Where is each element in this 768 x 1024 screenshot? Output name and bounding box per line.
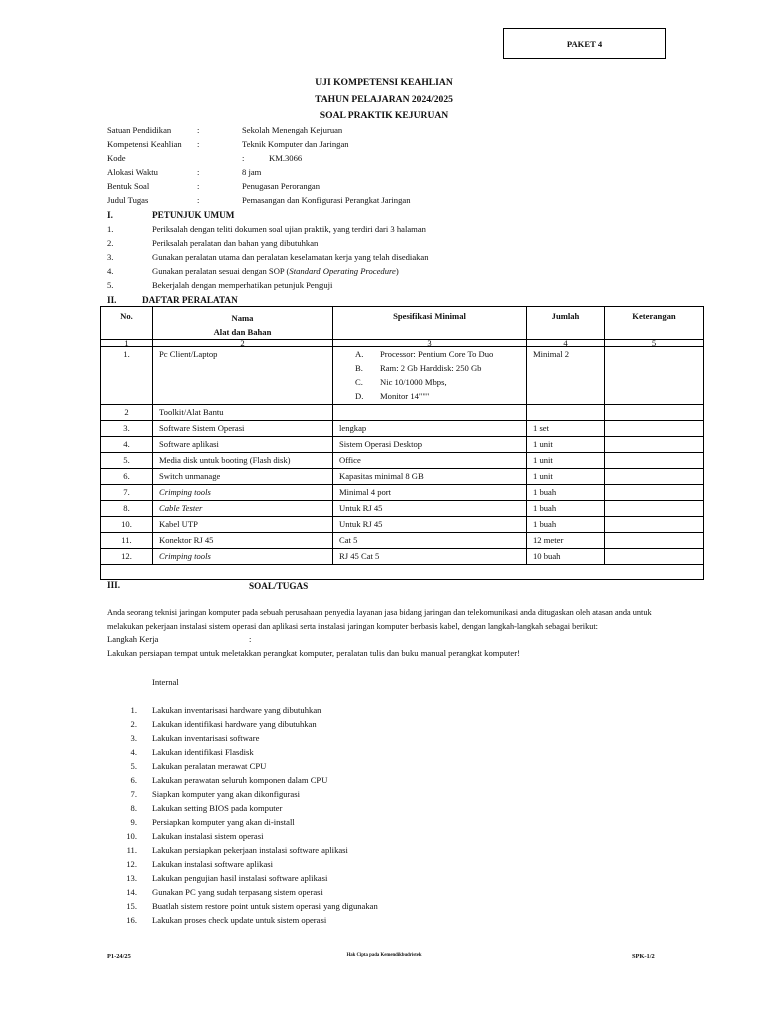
list-number: 3. bbox=[107, 252, 114, 262]
spec-letter: D. bbox=[355, 391, 364, 401]
cell-nama: Switch unmanage bbox=[153, 469, 333, 485]
step-number: 7. bbox=[130, 789, 137, 799]
cell-nama: Software aplikasi bbox=[153, 437, 333, 453]
cell-keterangan bbox=[605, 421, 704, 437]
equipment-table bbox=[100, 306, 704, 580]
meta-value: Sekolah Menengah Kejuruan bbox=[242, 125, 343, 135]
footer-code: P1-24/25 bbox=[107, 953, 131, 960]
step-text: Lakukan identifikasi Flasdisk bbox=[152, 747, 254, 757]
step-text: Lakukan pengujian hasil instalasi software aplikasi bbox=[152, 873, 328, 883]
cell-no: 12. bbox=[101, 549, 153, 565]
spec-item bbox=[333, 361, 526, 375]
cell-nama: Konektor RJ 45 bbox=[153, 533, 333, 549]
cell-jumlah: 1 unit bbox=[527, 453, 605, 469]
cell-no: 1. bbox=[101, 347, 153, 405]
langkah-colon: : bbox=[249, 634, 252, 644]
cell-jumlah: 1 unit bbox=[527, 469, 605, 485]
step-number: 3. bbox=[130, 733, 137, 743]
spec-letter: C. bbox=[355, 377, 363, 387]
section-title: DAFTAR PERALATAN bbox=[142, 295, 238, 305]
meta-colon: : bbox=[197, 167, 200, 177]
title-line-3: SOAL PRAKTIK KEJURUAN bbox=[319, 110, 449, 121]
cell-keterangan bbox=[605, 501, 704, 517]
table-row bbox=[101, 405, 704, 421]
persiapan-text: Lakukan persiapan tempat untuk meletakkan perangkat komputer, peralatan tulis dan buku manual perangkat komputer! bbox=[107, 648, 520, 658]
cell-no: 7. bbox=[101, 485, 153, 501]
intro-line-2: melakukan pekerjaan instalasi sistem operasi dan aplikasi serta instalasi jaringan komputer berbasis kabel, dengan langkah-langkah sebagai berikut: bbox=[107, 622, 598, 631]
cell-keterangan bbox=[605, 485, 704, 501]
internal-label: Internal bbox=[152, 677, 179, 687]
step-number: 13. bbox=[126, 873, 137, 883]
list-number: 4. bbox=[107, 266, 114, 276]
table-empty-row bbox=[101, 565, 704, 580]
table-row bbox=[101, 549, 704, 565]
section-number: I. bbox=[107, 210, 113, 220]
step-number: 11. bbox=[126, 845, 137, 855]
table-row bbox=[101, 501, 704, 517]
step-text: Lakukan inventarisasi hardware yang dibutuhkan bbox=[152, 705, 322, 715]
table-row bbox=[101, 347, 704, 405]
cell-no: 5. bbox=[101, 453, 153, 469]
step-text: Lakukan identifikasi hardware yang dibutuhkan bbox=[152, 719, 317, 729]
list-item: Gunakan peralatan utama dan peralatan keselamatan kerja yang telah disediakan bbox=[152, 252, 429, 262]
step-number: 10. bbox=[126, 831, 137, 841]
cell-jumlah: 10 buah bbox=[527, 549, 605, 565]
title-line-2: TAHUN PELAJARAN 2024/2025 bbox=[315, 94, 453, 105]
cell-no: 2 bbox=[101, 405, 153, 421]
cell-spesifikasi: Untuk RJ 45 bbox=[333, 517, 527, 533]
list-item bbox=[152, 266, 399, 276]
cell-nama: Crimping tools bbox=[153, 549, 333, 565]
cell-keterangan bbox=[605, 437, 704, 453]
meta-value: Pemasangan dan Konfigurasi Perangkat Jaringan bbox=[242, 195, 411, 205]
header-keterangan: Keterangan bbox=[605, 307, 704, 340]
step-text: Gunakan PC yang sudah terpasang sistem operasi bbox=[152, 887, 323, 897]
header-jumlah: Jumlah bbox=[527, 307, 605, 340]
cell-keterangan bbox=[605, 453, 704, 469]
meta-label: Bentuk Soal bbox=[107, 181, 150, 191]
table-row bbox=[101, 437, 704, 453]
meta-colon: : bbox=[197, 139, 200, 149]
spec-text: Nic 10/1000 Mbps, bbox=[380, 377, 447, 387]
meta-label: Satuan Pendidikan bbox=[107, 125, 172, 135]
cell-spesifikasi bbox=[333, 347, 527, 405]
spec-list bbox=[333, 347, 526, 403]
paket-label: PAKET 4 bbox=[503, 28, 666, 59]
cell-keterangan bbox=[605, 347, 704, 405]
list-item-italic: Standard Operating Procedure bbox=[289, 266, 396, 276]
step-text: Lakukan inventarisasi software bbox=[152, 733, 260, 743]
cell-no: 10. bbox=[101, 517, 153, 533]
cell-jumlah: 12 meter bbox=[527, 533, 605, 549]
step-text: Lakukan instalasi software aplikasi bbox=[152, 859, 273, 869]
section-title: SOAL/TUGAS bbox=[249, 581, 309, 591]
cell-keterangan bbox=[605, 517, 704, 533]
step-number: 12. bbox=[126, 859, 137, 869]
meta-colon: : bbox=[197, 181, 200, 191]
spec-text: Monitor 14""" bbox=[380, 391, 430, 401]
step-text: Lakukan perawatan seluruh komponen dalam CPU bbox=[152, 775, 328, 785]
cell-jumlah: 1 set bbox=[527, 421, 605, 437]
cell-jumlah: 1 unit bbox=[527, 437, 605, 453]
step-number: 14. bbox=[126, 887, 137, 897]
table-row bbox=[101, 469, 704, 485]
cell-nama: Crimping tools bbox=[153, 485, 333, 501]
table-row bbox=[101, 533, 704, 549]
step-number: 5. bbox=[130, 761, 137, 771]
cell-nama: Cable Tester bbox=[153, 501, 333, 517]
cell-spesifikasi: Kapasitas minimal 8 GB bbox=[333, 469, 527, 485]
footer-page: SPK-1/2 bbox=[632, 953, 655, 960]
cell-jumlah: 1 buah bbox=[527, 501, 605, 517]
cell-spesifikasi: Office bbox=[333, 453, 527, 469]
step-number: 2. bbox=[130, 719, 137, 729]
cell-spesifikasi: RJ 45 Cat 5 bbox=[333, 549, 527, 565]
cell-no: 11. bbox=[101, 533, 153, 549]
langkah-label: Langkah Kerja bbox=[107, 634, 159, 644]
table-row bbox=[101, 517, 704, 533]
column-index: 5 bbox=[605, 340, 704, 347]
meta-colon: : bbox=[242, 153, 245, 163]
cell-no: 3. bbox=[101, 421, 153, 437]
section-title: PETUNJUK UMUM bbox=[152, 210, 235, 220]
cell-no: 8. bbox=[101, 501, 153, 517]
cell-spesifikasi: Untuk RJ 45 bbox=[333, 501, 527, 517]
footer-copyright: Hak Cipta pada Kemendikbudristek bbox=[346, 953, 422, 958]
meta-label: Alokasi Waktu bbox=[107, 167, 158, 177]
list-item: Periksalah peralatan dan bahan yang dibutuhkan bbox=[152, 238, 319, 248]
step-text: Lakukan peralatan merawat CPU bbox=[152, 761, 267, 771]
step-text: Lakukan proses check update untuk sistem operasi bbox=[152, 915, 327, 925]
step-text: Lakukan persiapkan pekerjaan instalasi software aplikasi bbox=[152, 845, 348, 855]
header-no: No. bbox=[101, 307, 153, 340]
cell-keterangan bbox=[605, 405, 704, 421]
cell-nama: Kabel UTP bbox=[153, 517, 333, 533]
cell-nama: Pc Client/Laptop bbox=[153, 347, 333, 405]
column-index: 4 bbox=[527, 340, 605, 347]
spec-text: Ram: 2 Gb Harddisk: 250 Gb bbox=[380, 363, 482, 373]
header-spesifikasi: Spesifikasi Minimal bbox=[333, 307, 527, 340]
step-text: Lakukan setting BIOS pada komputer bbox=[152, 803, 283, 813]
table-header-row bbox=[101, 307, 704, 340]
table-row bbox=[101, 485, 704, 501]
cell-keterangan bbox=[605, 533, 704, 549]
cell-spesifikasi: lengkap bbox=[333, 421, 527, 437]
step-number: 15. bbox=[126, 901, 137, 911]
spec-text: Processor: Pentium Core To Duo bbox=[380, 349, 494, 359]
step-number: 4. bbox=[130, 747, 137, 757]
step-number: 16. bbox=[126, 915, 137, 925]
cell-nama: Software Sistem Operasi bbox=[153, 421, 333, 437]
spec-item bbox=[333, 375, 526, 389]
step-text: Buatlah sistem restore point untuk sistem operasi yang digunakan bbox=[152, 901, 378, 911]
cell-spesifikasi bbox=[333, 405, 527, 421]
column-index-row bbox=[101, 340, 704, 347]
step-text: Lakukan instalasi sistem operasi bbox=[152, 831, 264, 841]
spec-item bbox=[333, 347, 526, 361]
cell-jumlah bbox=[527, 405, 605, 421]
cell-spesifikasi: Minimal 4 port bbox=[333, 485, 527, 501]
list-number: 5. bbox=[107, 280, 114, 290]
spec-letter: B. bbox=[355, 363, 363, 373]
meta-value: Penugasan Perorangan bbox=[242, 181, 321, 191]
column-index: 3 bbox=[333, 340, 527, 347]
header-nama: Nama Alat dan Bahan bbox=[153, 307, 333, 340]
step-text: Persiapkan komputer yang akan di-install bbox=[152, 817, 295, 827]
table-row bbox=[101, 421, 704, 437]
spec-item bbox=[333, 389, 526, 403]
column-index: 2 bbox=[153, 340, 333, 347]
meta-label: Kode bbox=[107, 153, 126, 163]
section-number: III. bbox=[107, 580, 121, 590]
spec-letter: A. bbox=[355, 349, 364, 359]
meta-value: Teknik Komputer dan Jaringan bbox=[242, 139, 349, 149]
cell-keterangan bbox=[605, 549, 704, 565]
meta-value: 8 jam bbox=[242, 167, 262, 177]
cell-jumlah: 1 buah bbox=[527, 485, 605, 501]
cell-keterangan bbox=[605, 469, 704, 485]
cell-nama: Media disk untuk booting (Flash disk) bbox=[153, 453, 333, 469]
empty-cell bbox=[101, 565, 704, 580]
meta-label: Judul Tugas bbox=[107, 195, 149, 205]
list-item-text: ) bbox=[395, 266, 399, 276]
cell-no: 6. bbox=[101, 469, 153, 485]
step-text: Siapkan komputer yang akan dikonfigurasi bbox=[152, 789, 300, 799]
meta-label: Kompetensi Keahlian bbox=[107, 139, 182, 149]
table-row bbox=[101, 453, 704, 469]
cell-spesifikasi: Cat 5 bbox=[333, 533, 527, 549]
step-number: 9. bbox=[130, 817, 137, 827]
title-line-1: UJI KOMPETENSI KEAHLIAN bbox=[315, 77, 453, 88]
step-number: 1. bbox=[130, 705, 137, 715]
cell-jumlah: Minimal 2 bbox=[527, 347, 605, 405]
section-number: II. bbox=[107, 295, 117, 305]
list-number: 1. bbox=[107, 224, 114, 234]
cell-no: 4. bbox=[101, 437, 153, 453]
cell-jumlah: 1 buah bbox=[527, 517, 605, 533]
list-item: Periksalah dengan teliti dokumen soal ujian praktik, yang terdiri dari 3 halaman bbox=[152, 224, 426, 234]
step-number: 8. bbox=[130, 803, 137, 813]
cell-spesifikasi: Sistem Operasi Desktop bbox=[333, 437, 527, 453]
list-item: Bekerjalah dengan memperhatikan petunjuk Penguji bbox=[152, 280, 333, 290]
list-number: 2. bbox=[107, 238, 114, 248]
column-index: 1 bbox=[101, 340, 153, 347]
step-number: 6. bbox=[130, 775, 137, 785]
cell-nama: Toolkit/Alat Bantu bbox=[153, 405, 333, 421]
meta-colon: : bbox=[197, 195, 200, 205]
meta-colon: : bbox=[197, 125, 200, 135]
intro-line-1: Anda seorang teknisi jaringan komputer pada sebuah perusahaan penyedia layanan jasa bidang jaringan dan telekomunikasi anda ditugaskan oleh atasan anda untuk bbox=[107, 608, 652, 617]
list-item-text: Gunakan peralatan sesuai dengan SOP ( bbox=[152, 266, 290, 276]
meta-value: KM.3066 bbox=[269, 153, 303, 163]
